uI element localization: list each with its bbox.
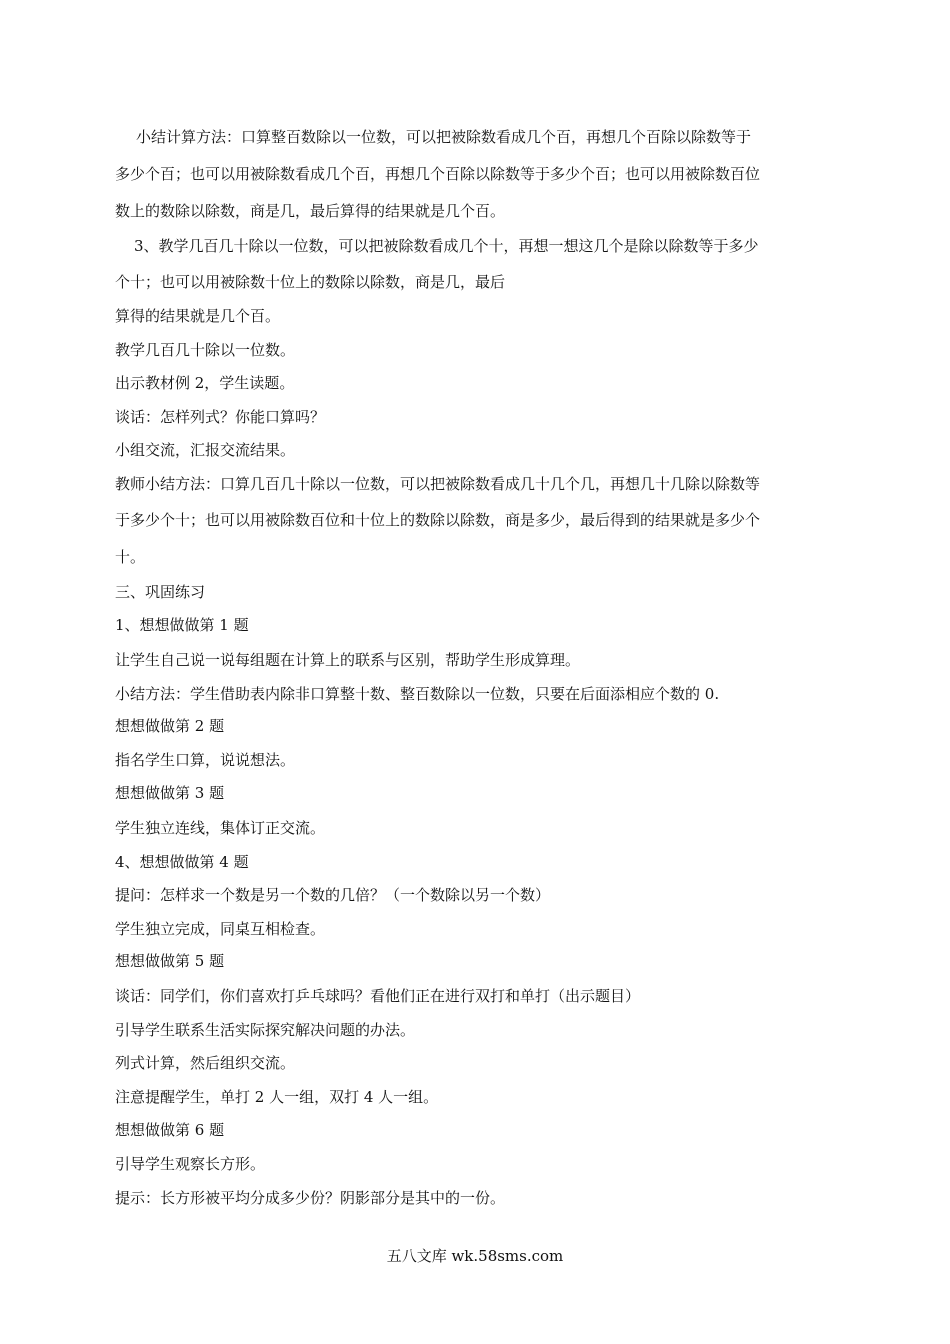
text-line: 谈话：同学们，你们喜欢打乒乓球吗？看他们正在进行双打和单打（出示题目） [115, 987, 641, 1005]
text-line: 引导学生观察长方形。 [115, 1155, 266, 1173]
text-line: 个十；也可以用被除数十位上的数除以除数，商是几，最后 [115, 273, 506, 291]
text-line: 提示：长方形被平均分成多少份？阴影部分是其中的一份。 [115, 1189, 506, 1207]
text-line: 3、教学几百几十除以一位数，可以把被除数看成几个十，再想一想这几个是除以除数等于多少 [134, 237, 759, 255]
text-line: 让学生自己说一说每组题在计算上的联系与区别，帮助学生形成算理。 [115, 651, 581, 669]
page-footer: 五八文库 wk.58sms.com [386, 1247, 564, 1265]
text-line: 注意提醒学生，单打 2 人一组，双打 4 人一组。 [115, 1088, 439, 1106]
text-line: 想想做做第 2 题 [115, 717, 225, 735]
text-line: 学生独立连线，集体订正交流。 [115, 819, 326, 837]
text-line: 1、想想做做第 1 题 [115, 616, 249, 634]
text-line: 列式计算，然后组织交流。 [115, 1054, 296, 1072]
text-line: 小结计算方法：口算整百数除以一位数，可以把被除数看成几个百，再想几个百除以除数等于 [136, 128, 752, 146]
text-line: 教学几百几十除以一位数。 [115, 341, 296, 359]
text-line: 4、想想做做第 4 题 [115, 853, 249, 871]
text-line: 多少个百；也可以用被除数看成几个百，再想几个百除以除数等于多少个百；也可以用被除数百位 [115, 165, 761, 183]
text-line: 想想做做第 3 题 [115, 784, 225, 802]
text-line: 十。 [115, 548, 146, 566]
text-line: 三、巩固练习 [115, 583, 206, 601]
text-line: 想想做做第 5 题 [115, 952, 225, 970]
text-line: 想想做做第 6 题 [115, 1121, 225, 1139]
text-line: 小组交流，汇报交流结果。 [115, 441, 296, 459]
text-line: 提问：怎样求一个数是另一个数的几倍？（一个数除以另一个数） [115, 886, 551, 904]
text-line: 于多少个十；也可以用被除数百位和十位上的数除以除数，商是多少，最后得到的结果就是多少个 [115, 511, 761, 529]
text-line: 小结方法：学生借助表内除非口算整十数、整百数除以一位数，只要在后面添相应个数的 0. [115, 685, 720, 703]
text-line: 指名学生口算，说说想法。 [115, 751, 296, 769]
text-line: 数上的数除以除数，商是几，最后算得的结果就是几个百。 [115, 202, 506, 220]
text-line: 引导学生联系生活实际探究解决问题的办法。 [115, 1021, 416, 1039]
text-line: 出示教材例 2，学生读题。 [115, 374, 295, 392]
text-line: 学生独立完成，同桌互相检查。 [115, 920, 326, 938]
text-line: 教师小结方法：口算几百几十除以一位数，可以把被除数看成几十几个几，再想几十几除以除数等 [115, 475, 761, 493]
text-line: 谈话：怎样列式？你能口算吗？ [115, 408, 326, 426]
text-line: 算得的结果就是几个百。 [115, 307, 281, 325]
